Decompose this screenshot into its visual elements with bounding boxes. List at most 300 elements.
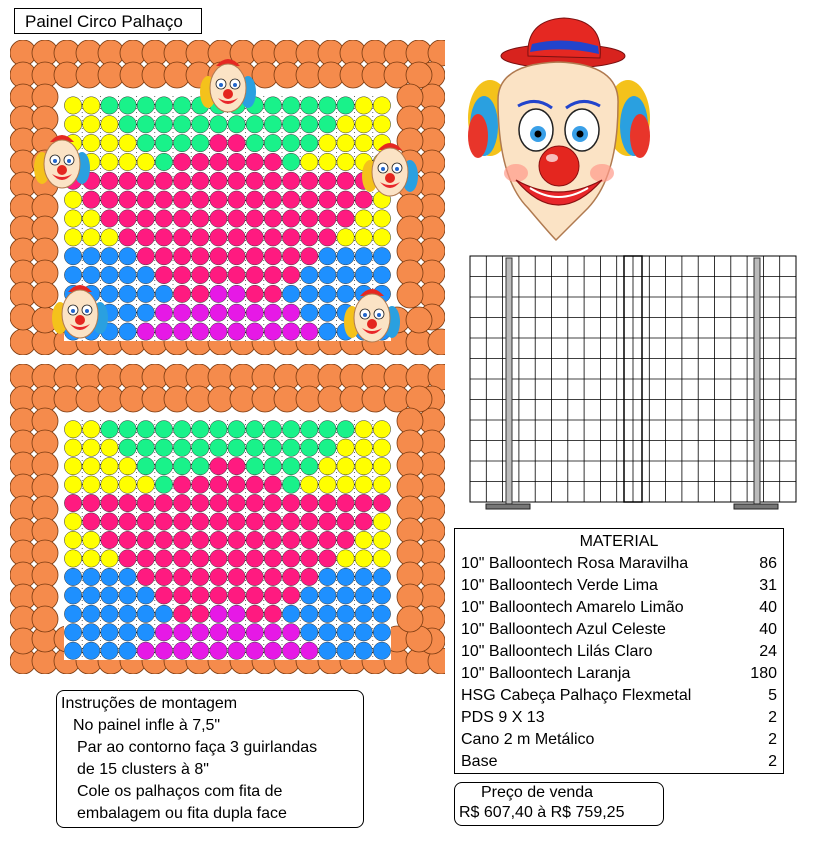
grid-balloon: [355, 642, 372, 659]
grid-balloon: [119, 134, 136, 151]
grid-balloon: [301, 531, 318, 548]
grid-balloon: [301, 285, 318, 302]
grid-balloon: [373, 531, 390, 548]
grid-balloon: [173, 323, 190, 340]
grid-balloon: [192, 624, 209, 641]
grid-balloon: [173, 642, 190, 659]
grid-balloon: [264, 421, 281, 438]
grid-balloon: [192, 229, 209, 246]
grid-balloon: [119, 476, 136, 493]
border-balloon: [32, 282, 58, 308]
grid-balloon: [210, 134, 227, 151]
grid-balloon: [228, 191, 245, 208]
grid-balloon: [264, 304, 281, 321]
grid-balloon: [246, 642, 263, 659]
material-row: [455, 641, 783, 663]
grid-balloon: [210, 116, 227, 133]
grid-balloon: [192, 172, 209, 189]
grid-balloon: [337, 642, 354, 659]
grid-balloon: [282, 97, 299, 114]
grid-balloon: [355, 605, 372, 622]
grid-balloon: [319, 285, 336, 302]
grid-balloon: [155, 605, 172, 622]
grid-balloon: [355, 248, 372, 265]
price-label: Preço de venda: [481, 784, 594, 801]
grid-balloon: [210, 229, 227, 246]
grid-balloon: [264, 568, 281, 585]
grid-balloon: [282, 513, 299, 530]
grid-balloon: [301, 568, 318, 585]
grid-balloon: [228, 476, 245, 493]
grid-balloon: [355, 568, 372, 585]
material-qty: 2: [768, 753, 777, 770]
grid-balloon: [155, 476, 172, 493]
grid-balloon: [155, 624, 172, 641]
grid-balloon: [337, 513, 354, 530]
material-row: [455, 619, 783, 641]
grid-balloon: [155, 587, 172, 604]
grid-balloon: [137, 97, 154, 114]
grid-balloon: [373, 624, 390, 641]
grid-balloon: [83, 191, 100, 208]
grid-balloon: [101, 229, 118, 246]
grid-balloon: [246, 116, 263, 133]
grid-balloon: [355, 439, 372, 456]
grid-balloon: [282, 568, 299, 585]
material-row: [455, 685, 783, 707]
grid-balloon: [155, 229, 172, 246]
grid-balloon: [119, 229, 136, 246]
material-list: [454, 528, 784, 774]
grid-balloon: [373, 550, 390, 567]
grid-balloon: [210, 191, 227, 208]
grid-balloon: [319, 210, 336, 227]
grid-balloon: [101, 97, 118, 114]
grid-balloon: [83, 421, 100, 438]
material-qty: 180: [750, 665, 777, 682]
grid-balloon: [192, 323, 209, 340]
grid-balloon: [83, 624, 100, 641]
grid-balloon: [64, 266, 81, 283]
material-row: [455, 597, 783, 619]
grid-balloon: [192, 605, 209, 622]
grid-balloon: [246, 531, 263, 548]
material-qty: 86: [759, 555, 777, 572]
grid-balloon: [64, 229, 81, 246]
grid-balloon: [119, 116, 136, 133]
grid-balloon: [337, 229, 354, 246]
grid-balloon: [83, 266, 100, 283]
grid-balloon: [228, 642, 245, 659]
grid-balloon: [246, 513, 263, 530]
grid-balloon: [228, 248, 245, 265]
grid-balloon: [64, 568, 81, 585]
grid-balloon: [210, 624, 227, 641]
grid-balloon: [210, 513, 227, 530]
grid-balloon: [155, 323, 172, 340]
grid-balloon: [337, 457, 354, 474]
grid-balloon: [264, 476, 281, 493]
grid-balloon: [228, 494, 245, 511]
grid-balloon: [119, 494, 136, 511]
grid-balloon: [83, 550, 100, 567]
grid-balloon: [373, 116, 390, 133]
grid-balloon: [319, 476, 336, 493]
material-qty: 40: [759, 621, 777, 638]
grid-balloon: [246, 191, 263, 208]
grid-balloon: [373, 494, 390, 511]
grid-balloon: [246, 229, 263, 246]
grid-balloon: [192, 285, 209, 302]
grid-balloon: [119, 285, 136, 302]
grid-balloon: [355, 210, 372, 227]
grid-balloon: [83, 97, 100, 114]
grid-balloon: [64, 494, 81, 511]
grid-balloon: [173, 285, 190, 302]
instruction-line: embalagem ou fita dupla face: [77, 805, 287, 822]
grid-balloon: [155, 172, 172, 189]
grid-balloon: [301, 304, 318, 321]
grid-balloon: [246, 624, 263, 641]
material-name: 10" Balloontech Amarelo Limão: [461, 599, 684, 616]
grid-balloon: [282, 439, 299, 456]
grid-balloon: [210, 285, 227, 302]
grid-balloon: [337, 531, 354, 548]
grid-balloon: [337, 191, 354, 208]
grid-balloon: [64, 587, 81, 604]
grid-balloon: [173, 494, 190, 511]
grid-balloon: [319, 439, 336, 456]
grid-balloon: [137, 210, 154, 227]
grid-balloon: [83, 531, 100, 548]
grid-balloon: [373, 568, 390, 585]
grid-balloon: [137, 457, 154, 474]
grid-balloon: [83, 248, 100, 265]
grid-balloon: [264, 550, 281, 567]
grid-balloon: [373, 605, 390, 622]
grid-balloon: [282, 587, 299, 604]
grid-balloon: [228, 439, 245, 456]
grid-balloon: [64, 191, 81, 208]
grid-balloon: [210, 153, 227, 170]
grid-balloon: [173, 191, 190, 208]
grid-balloon: [373, 587, 390, 604]
grid-balloon: [119, 153, 136, 170]
grid-balloon: [319, 153, 336, 170]
grid-balloon: [228, 304, 245, 321]
grid-balloon: [192, 476, 209, 493]
grid-balloon: [64, 210, 81, 227]
grid-balloon: [337, 248, 354, 265]
grid-balloon: [83, 229, 100, 246]
grid-balloon: [101, 210, 118, 227]
grid-balloon: [282, 116, 299, 133]
material-name: PDS 9 X 13: [461, 709, 545, 726]
grid-balloon: [173, 531, 190, 548]
grid-balloon: [264, 624, 281, 641]
grid-balloon: [264, 116, 281, 133]
grid-balloon: [137, 191, 154, 208]
grid-balloon: [119, 248, 136, 265]
material-row: [455, 707, 783, 729]
grid-balloon: [83, 494, 100, 511]
grid-balloon: [192, 304, 209, 321]
grid-balloon: [119, 323, 136, 340]
grid-balloon: [337, 97, 354, 114]
grid-balloon: [101, 587, 118, 604]
grid-balloon: [64, 439, 81, 456]
grid-balloon: [264, 210, 281, 227]
grid-balloon: [210, 457, 227, 474]
assembly-instructions: [56, 690, 364, 828]
material-qty: 31: [759, 577, 777, 594]
grid-balloon: [137, 624, 154, 641]
grid-balloon: [301, 191, 318, 208]
instruction-line: Par ao contorno faça 3 guirlandas: [77, 739, 318, 756]
grid-balloon: [319, 266, 336, 283]
grid-balloon: [319, 134, 336, 151]
grid-balloon: [355, 229, 372, 246]
grid-balloon: [319, 587, 336, 604]
grid-balloon: [337, 266, 354, 283]
instructions-header: Instruções de montagem: [61, 695, 238, 712]
grid-balloon: [319, 624, 336, 641]
grid-balloon: [210, 550, 227, 567]
grid-balloon: [301, 439, 318, 456]
grid-balloon: [301, 421, 318, 438]
grid-balloon: [264, 153, 281, 170]
grid-balloon: [301, 229, 318, 246]
grid-balloon: [319, 172, 336, 189]
grid-balloon: [83, 587, 100, 604]
grid-balloon: [64, 97, 81, 114]
grid-balloon: [137, 248, 154, 265]
grid-balloon: [119, 421, 136, 438]
grid-balloon: [155, 134, 172, 151]
grid-balloon: [101, 531, 118, 548]
grid-balloon: [210, 421, 227, 438]
grid-balloon: [192, 494, 209, 511]
material-qty: 2: [768, 709, 777, 726]
material-row: [455, 751, 783, 773]
grid-balloon: [355, 116, 372, 133]
material-row: [455, 663, 783, 685]
grid-balloon: [319, 304, 336, 321]
grid-balloon: [228, 266, 245, 283]
material-row: [455, 553, 783, 575]
grid-balloon: [155, 550, 172, 567]
grid-balloon: [264, 513, 281, 530]
grid-balloon: [355, 476, 372, 493]
grid-balloon: [119, 531, 136, 548]
grid-balloon: [337, 134, 354, 151]
grid-balloon: [264, 587, 281, 604]
grid-balloon: [173, 421, 190, 438]
grid-balloon: [192, 191, 209, 208]
grid-balloon: [155, 116, 172, 133]
grid-balloon: [101, 439, 118, 456]
grid-balloon: [83, 210, 100, 227]
grid-balloon: [337, 587, 354, 604]
grid-balloon: [210, 323, 227, 340]
grid-balloon: [337, 421, 354, 438]
grid-balloon: [228, 587, 245, 604]
grid-balloon: [246, 210, 263, 227]
grid-balloon: [119, 172, 136, 189]
grid-balloon: [210, 587, 227, 604]
grid-balloon: [173, 624, 190, 641]
grid-balloon: [137, 568, 154, 585]
grid-balloon: [282, 134, 299, 151]
grid-balloon: [355, 587, 372, 604]
grid-balloon: [282, 494, 299, 511]
grid-balloon: [246, 568, 263, 585]
grid-balloon: [137, 323, 154, 340]
material-name: 10" Balloontech Rosa Maravilha: [461, 555, 689, 572]
grid-balloon: [137, 304, 154, 321]
grid-balloon: [137, 439, 154, 456]
price-value: R$ 607,40 à R$ 759,25: [459, 804, 625, 821]
grid-balloon: [155, 421, 172, 438]
grid-balloon: [137, 229, 154, 246]
grid-balloon: [101, 513, 118, 530]
grid-balloon: [173, 210, 190, 227]
grid-balloon: [173, 587, 190, 604]
grid-balloon: [192, 439, 209, 456]
grid-balloon: [192, 457, 209, 474]
grid-balloon: [155, 97, 172, 114]
grid-balloon: [64, 421, 81, 438]
grid-balloon: [119, 550, 136, 567]
grid-balloon: [373, 97, 390, 114]
grid-balloon: [83, 605, 100, 622]
grid-balloon: [264, 531, 281, 548]
grid-balloon: [210, 476, 227, 493]
grid-balloon: [282, 421, 299, 438]
grid-balloon: [101, 605, 118, 622]
grid-balloon: [301, 153, 318, 170]
grid-balloon: [101, 550, 118, 567]
grid-balloon: [173, 97, 190, 114]
grid-balloon: [246, 134, 263, 151]
grid-balloon: [137, 550, 154, 567]
grid-balloon: [101, 134, 118, 151]
grid-balloon: [173, 134, 190, 151]
grid-balloon: [319, 513, 336, 530]
grid-balloon: [246, 494, 263, 511]
grid-balloon: [101, 568, 118, 585]
grid-balloon: [355, 421, 372, 438]
grid-balloon: [337, 172, 354, 189]
grid-balloon: [373, 248, 390, 265]
grid-balloon: [192, 642, 209, 659]
grid-balloon: [355, 134, 372, 151]
price-box: [454, 782, 664, 826]
grid-balloon: [301, 97, 318, 114]
grid-balloon: [137, 266, 154, 283]
grid-balloon: [173, 439, 190, 456]
grid-balloon: [83, 134, 100, 151]
grid-balloon: [282, 304, 299, 321]
grid-balloon: [301, 266, 318, 283]
grid-balloon: [173, 248, 190, 265]
grid-balloon: [119, 605, 136, 622]
grid-balloon: [137, 605, 154, 622]
grid-balloon: [155, 531, 172, 548]
grid-balloon: [337, 153, 354, 170]
border-balloon: [406, 307, 432, 333]
grid-balloon: [301, 550, 318, 567]
grid-balloon: [101, 266, 118, 283]
grid-balloon: [264, 285, 281, 302]
frame-grid: [470, 256, 796, 502]
grid-balloon: [173, 229, 190, 246]
grid-balloon: [155, 210, 172, 227]
grid-balloon: [119, 457, 136, 474]
grid-balloon: [101, 172, 118, 189]
grid-balloon: [337, 568, 354, 585]
grid-balloon: [264, 457, 281, 474]
instruction-line: No painel infle à 7,5": [73, 717, 221, 734]
grid-balloon: [228, 116, 245, 133]
grid-balloon: [64, 550, 81, 567]
grid-balloon: [264, 439, 281, 456]
grid-balloon: [373, 229, 390, 246]
grid-balloon: [101, 248, 118, 265]
grid-balloon: [119, 304, 136, 321]
grid-balloon: [64, 513, 81, 530]
grid-balloon: [64, 476, 81, 493]
material-name: 10" Balloontech Azul Celeste: [461, 621, 666, 638]
grid-balloon: [119, 266, 136, 283]
grid-balloon: [282, 153, 299, 170]
grid-balloon: [282, 476, 299, 493]
instruction-line: Cole os palhaços com fita de: [77, 783, 283, 800]
grid-balloon: [282, 285, 299, 302]
grid-balloon: [355, 494, 372, 511]
grid-balloon: [337, 624, 354, 641]
grid-balloon: [228, 172, 245, 189]
grid-balloon: [155, 153, 172, 170]
grid-balloon: [264, 97, 281, 114]
grid-balloon: [64, 457, 81, 474]
grid-balloon: [173, 153, 190, 170]
grid-balloon: [319, 248, 336, 265]
instruction-line: de 15 clusters à 8": [77, 761, 209, 778]
grid-balloon: [137, 116, 154, 133]
grid-balloon: [319, 457, 336, 474]
grid-balloon: [319, 421, 336, 438]
grid-balloon: [355, 191, 372, 208]
grid-balloon: [64, 605, 81, 622]
grid-balloon: [282, 229, 299, 246]
grid-balloon: [228, 568, 245, 585]
grid-balloon: [301, 513, 318, 530]
grid-balloon: [282, 191, 299, 208]
grid-balloon: [301, 642, 318, 659]
grid-balloon: [228, 153, 245, 170]
page-title: Painel Circo Palhaço: [14, 8, 202, 34]
grid-balloon: [137, 285, 154, 302]
grid-balloon: [337, 439, 354, 456]
grid-balloon: [83, 568, 100, 585]
grid-balloon: [119, 642, 136, 659]
grid-balloon: [282, 550, 299, 567]
grid-balloon: [101, 191, 118, 208]
grid-balloon: [119, 568, 136, 585]
grid-balloon: [301, 248, 318, 265]
grid-balloon: [337, 494, 354, 511]
